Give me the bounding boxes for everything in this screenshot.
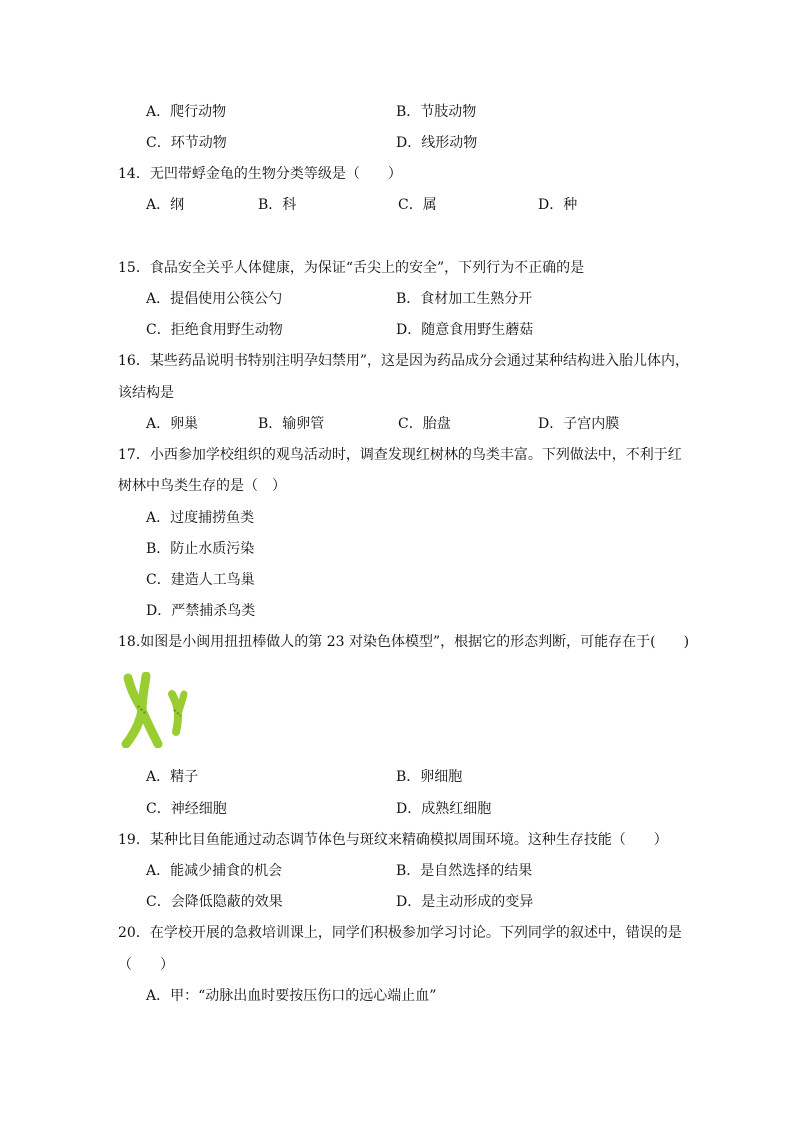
q19-option-d: D．是主动形成的变异 bbox=[396, 894, 534, 910]
q15-stem: 15．食品安全关乎人体健康，为保证“舌尖上的安全”，下列行为不正确的是 bbox=[118, 260, 585, 276]
q18-stem: 18.如图是小闽用扭扭棒做人的第 23 对染色体模型”，根据它的形态判断，可能存在于( ) bbox=[118, 634, 690, 650]
q13-option-d: D．线形动物 bbox=[396, 135, 478, 151]
q14-stem: 14．无凹带蜉金龟的生物分类等级是（ ） bbox=[118, 166, 402, 182]
x-chromosome bbox=[126, 676, 158, 744]
q17-stem-line2: 树林中鸟类生存的是（ ） bbox=[118, 478, 286, 494]
q17-option-b: B．防止水质污染 bbox=[146, 541, 255, 557]
q14-option-a: A．纲 bbox=[146, 197, 185, 213]
q18-option-c: C．神经细胞 bbox=[146, 801, 227, 817]
q18-option-d: D．成熟红细胞 bbox=[396, 801, 492, 817]
q15-option-d: D．随意食用野生蘑菇 bbox=[396, 322, 534, 338]
q13-option-a: A．爬行动物 bbox=[146, 104, 227, 120]
q16-stem-line1: 16．某些药品说明书特别注明孕妇禁用”，这是因为药品成分会通过某种结构进入胎儿体内， bbox=[118, 353, 689, 369]
q19-option-c: C．会降低隐蔽的效果 bbox=[146, 894, 283, 910]
q17-option-a: A．过度捕捞鱼类 bbox=[146, 510, 255, 526]
q14-option-b: B．科 bbox=[258, 197, 297, 213]
q16-option-a: A．卵巢 bbox=[146, 416, 199, 432]
q14-option-c: C．属 bbox=[398, 197, 437, 213]
q13-option-c: C．环节动物 bbox=[146, 135, 227, 151]
q16-option-b: B．输卵管 bbox=[258, 416, 325, 432]
q16-stem-line2: 该结构是 bbox=[118, 385, 174, 401]
q15-option-c: C．拒绝食用野生动物 bbox=[146, 322, 283, 338]
q15-option-a: A．提倡使用公筷公勺 bbox=[146, 291, 283, 307]
q16-option-c: C．胎盘 bbox=[398, 416, 451, 432]
q16-option-d: D．子宫内膜 bbox=[538, 416, 620, 432]
q17-option-d: D．严禁捕杀鸟类 bbox=[146, 603, 256, 619]
q14-option-d: D．种 bbox=[538, 197, 578, 213]
q17-option-c: C．建造人工鸟巢 bbox=[146, 572, 255, 588]
q20-option-a: A．甲：“动脉出血时要按压伤口的远心端止血” bbox=[146, 988, 437, 1004]
chromosome-model-image bbox=[118, 672, 198, 748]
q20-stem-line2: （ ） bbox=[118, 957, 174, 973]
q15-option-b: B．食材加工生熟分开 bbox=[396, 291, 533, 307]
q19-option-a: A．能减少捕食的机会 bbox=[146, 863, 283, 879]
q18-option-b: B．卵细胞 bbox=[396, 769, 463, 785]
q17-stem-line1: 17．小西参加学校组织的观鸟活动时，调查发现红树林的鸟类丰富。下列做法中，不利于红 bbox=[118, 447, 682, 463]
q18-option-a: A．精子 bbox=[146, 769, 199, 785]
q20-stem-line1: 20．在学校开展的急救培训课上，同学们积极参加学习讨论。下列同学的叙述中，错误的是 bbox=[118, 925, 682, 941]
q19-stem: 19．某种比目鱼能通过动态调节体色与斑纹来精确模拟周围环境。这种生存技能（ ） bbox=[118, 832, 668, 848]
q19-option-b: B．是自然选择的结果 bbox=[396, 863, 533, 879]
q13-option-b: B．节肢动物 bbox=[396, 104, 477, 120]
y-chromosome bbox=[172, 694, 184, 732]
